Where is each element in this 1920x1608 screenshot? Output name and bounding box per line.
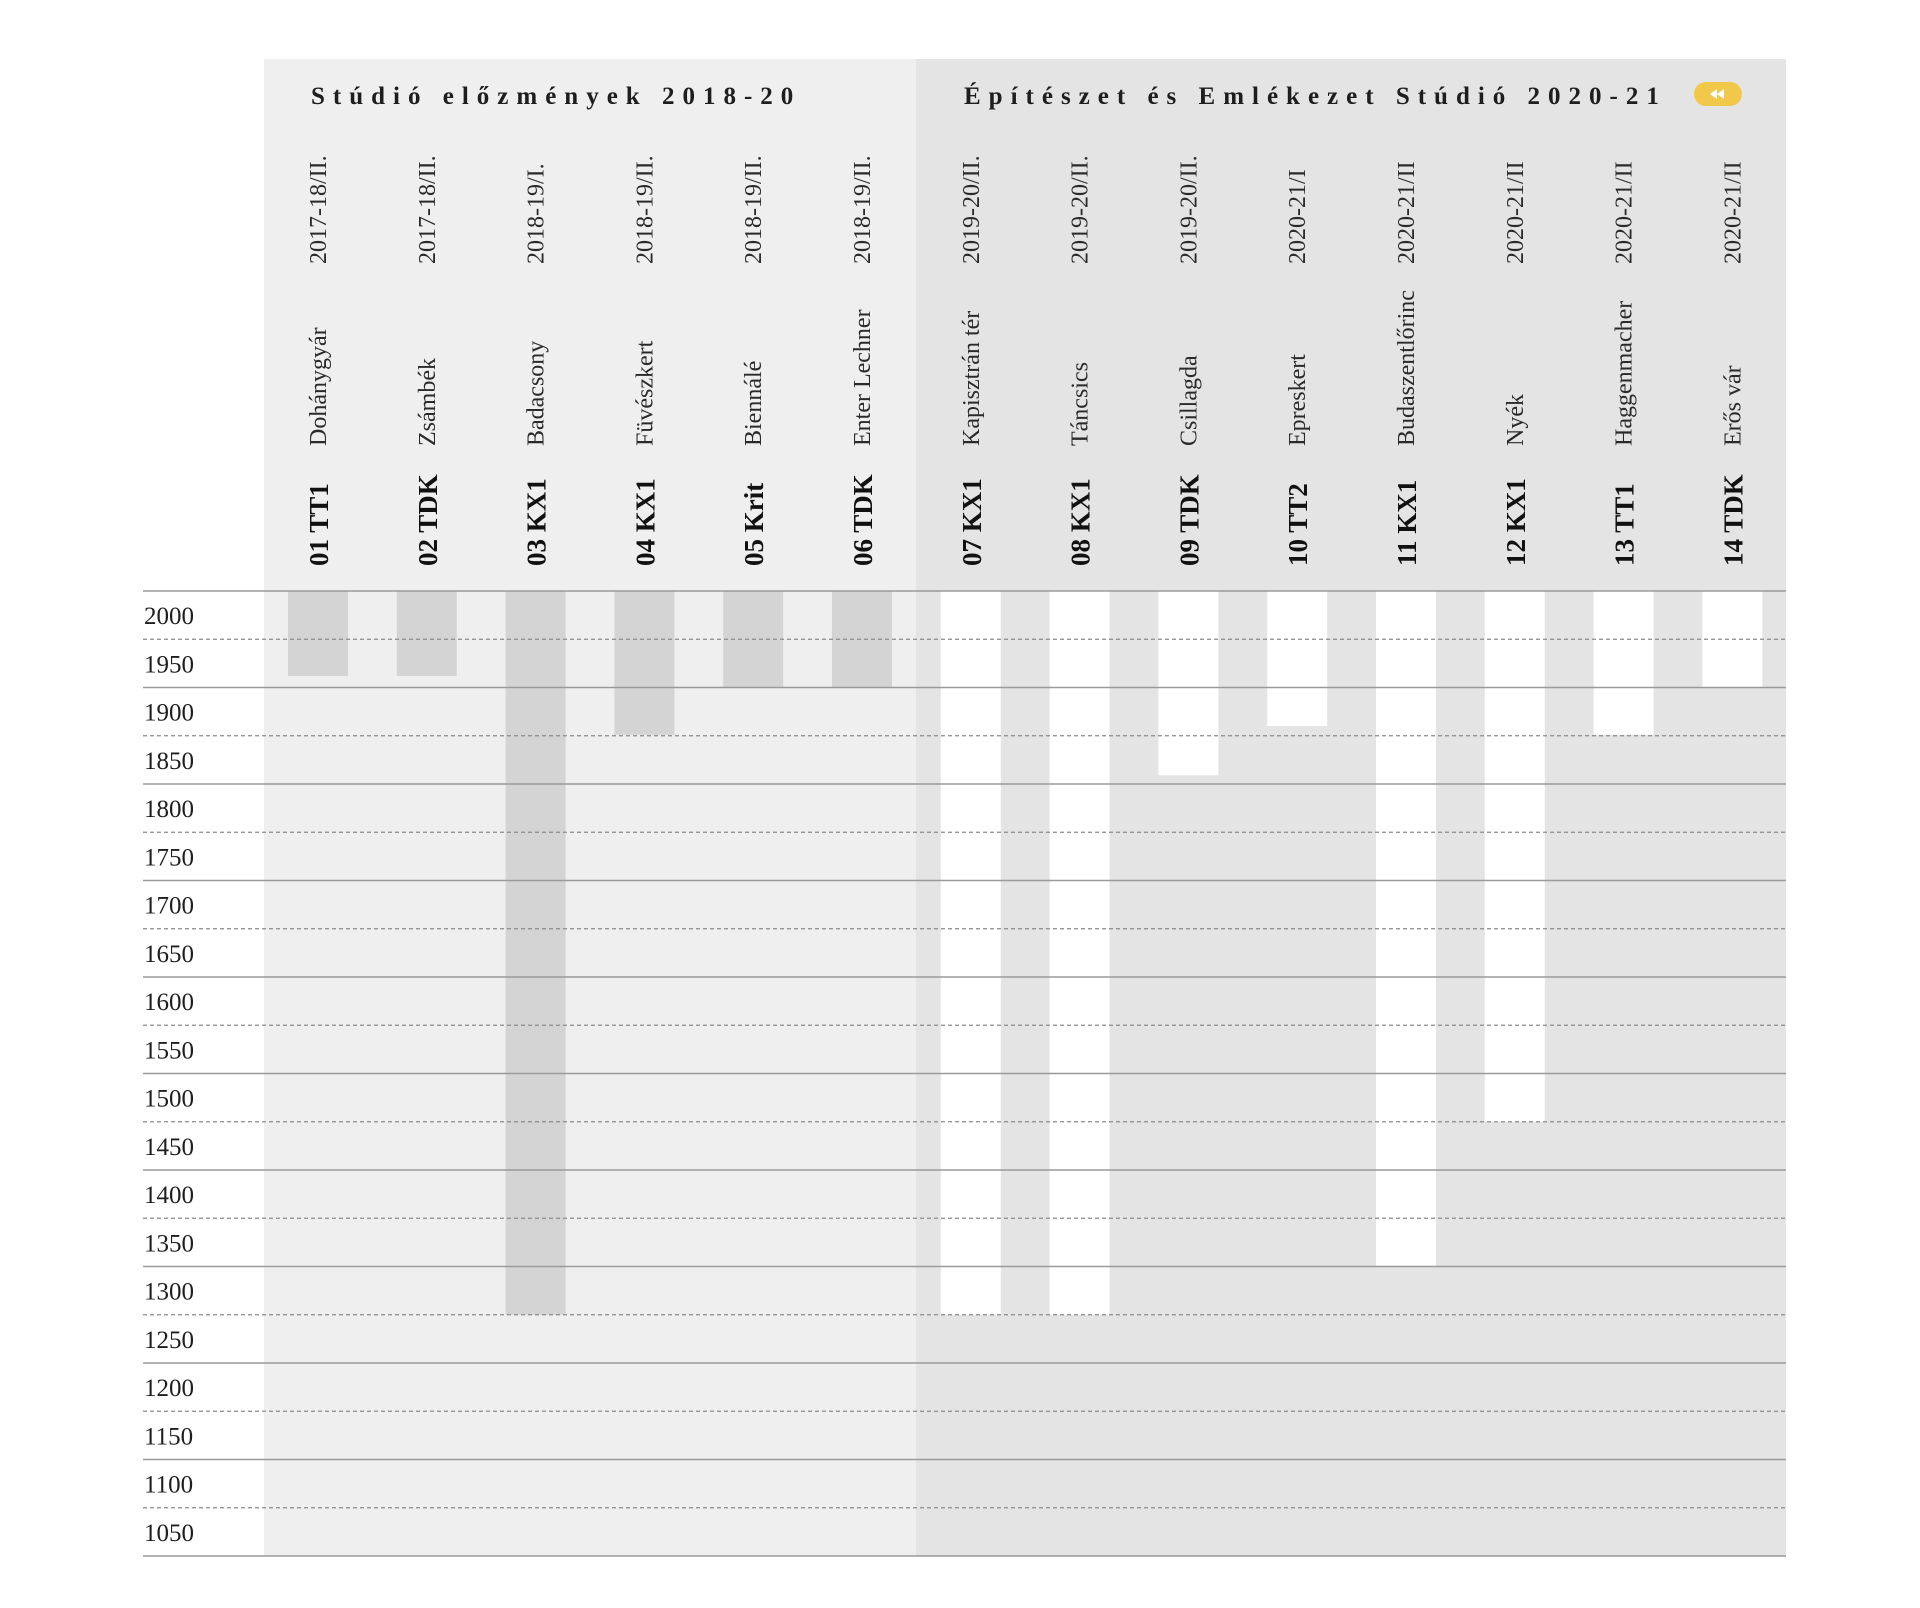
group-background-1	[264, 59, 916, 1556]
semester-label-8: 2019-20/II.	[1067, 155, 1094, 264]
year-label-1750: 1750	[144, 844, 194, 872]
project-code-11: 11 KX1	[1392, 479, 1422, 566]
group-title-1: Stúdió előzmények 2018-20	[311, 83, 802, 110]
semester-label-4: 2018-19/II.	[632, 155, 659, 264]
project-name-14: Erős vár	[1720, 365, 1747, 446]
project-code-12: 12 KX1	[1500, 478, 1531, 566]
project-code-14: 14 TDK	[1718, 474, 1749, 566]
year-label-1950: 1950	[144, 651, 194, 679]
project-name-7: Kapisztrán tér	[958, 310, 985, 446]
year-label-1250: 1250	[144, 1326, 194, 1354]
semester-label-13: 2020-21/II	[1611, 161, 1638, 264]
year-label-1100: 1100	[144, 1471, 194, 1499]
project-code-3: 03 KX1	[521, 478, 552, 566]
semester-label-9: 2019-20/II.	[1176, 155, 1203, 264]
project-name-10: Epreskert	[1285, 354, 1312, 446]
bar-2	[397, 591, 457, 676]
project-code-10: 10 TT2	[1283, 483, 1314, 566]
year-label-1200: 1200	[144, 1375, 194, 1403]
semester-label-3: 2018-19/I.	[523, 163, 550, 264]
project-code-6: 06 TDK	[848, 474, 878, 566]
semester-label-12: 2020-21/II	[1502, 161, 1529, 264]
project-name-5: Biennálé	[741, 360, 768, 446]
controls	[1694, 82, 1742, 106]
year-label-1600: 1600	[144, 989, 194, 1017]
group-title-2: Építészet és Emlékezet Stúdió 2020-21	[964, 83, 1667, 110]
group-backgrounds	[264, 59, 1786, 1556]
year-label-1350: 1350	[144, 1230, 194, 1258]
year-label-1450: 1450	[144, 1133, 194, 1161]
project-code-9: 09 TDK	[1174, 474, 1205, 566]
project-name-6: Enter Lechner	[850, 309, 876, 446]
year-label-1650: 1650	[144, 940, 194, 968]
year-label-1050: 1050	[144, 1519, 194, 1547]
bar-10	[1267, 591, 1327, 726]
year-label-1300: 1300	[144, 1278, 194, 1306]
project-name-13: Haggenmacher	[1611, 300, 1638, 446]
semester-label-5: 2018-19/II.	[741, 155, 768, 264]
project-code-1: 01 TT1	[304, 483, 334, 566]
bar-9	[1158, 591, 1218, 775]
group-titles	[311, 82, 1667, 110]
semester-label-2: 2017-18/II.	[414, 155, 441, 264]
group-background-2	[916, 59, 1786, 1556]
project-code-4: 04 KX1	[630, 478, 661, 566]
year-label-1150: 1150	[144, 1423, 194, 1451]
year-label-1850: 1850	[144, 747, 194, 775]
project-name-11: Budaszentlőrinc	[1394, 290, 1420, 446]
semester-label-10: 2020-21/I	[1285, 169, 1312, 264]
year-label-1700: 1700	[144, 892, 194, 920]
year-label-2000: 2000	[144, 603, 194, 631]
project-name-12: Nyék	[1502, 394, 1529, 446]
year-axis	[144, 603, 194, 1547]
project-name-9: Csillagda	[1176, 355, 1203, 446]
bar-1	[288, 591, 348, 676]
year-label-1800: 1800	[144, 796, 194, 824]
project-name-4: Füvészkert	[632, 340, 659, 446]
rewind-button[interactable]	[1694, 82, 1742, 106]
bar-7	[941, 591, 1001, 1315]
gridlines	[143, 591, 1786, 1556]
bar-13	[1594, 591, 1654, 735]
project-name-8: Táncsics	[1067, 362, 1094, 446]
bar-4	[614, 591, 674, 735]
semester-label-6: 2018-19/II.	[850, 155, 876, 264]
year-label-1900: 1900	[144, 699, 194, 727]
project-code-5: 05 Krit	[739, 482, 770, 566]
project-name-3: Badacsony	[523, 340, 550, 446]
project-name-2: Zsámbék	[414, 358, 441, 446]
year-label-1400: 1400	[144, 1182, 194, 1210]
bar-12	[1485, 591, 1545, 1122]
bar-8	[1050, 591, 1110, 1315]
project-name-1: Dohánygyár	[306, 327, 332, 446]
semester-label-14: 2020-21/II	[1720, 161, 1747, 264]
project-code-13: 13 TT1	[1609, 483, 1640, 566]
project-code-8: 08 KX1	[1065, 478, 1096, 566]
project-code-2: 02 TDK	[412, 474, 443, 566]
bar-3	[506, 591, 566, 1315]
year-label-1500: 1500	[144, 1085, 194, 1113]
bar-6	[832, 591, 892, 688]
project-code-7: 07 KX1	[956, 478, 987, 566]
semester-label-11: 2020-21/II	[1394, 161, 1420, 264]
year-label-1550: 1550	[144, 1037, 194, 1065]
semester-label-1: 2017-18/II.	[306, 155, 332, 264]
semester-label-7: 2019-20/II.	[958, 155, 985, 264]
